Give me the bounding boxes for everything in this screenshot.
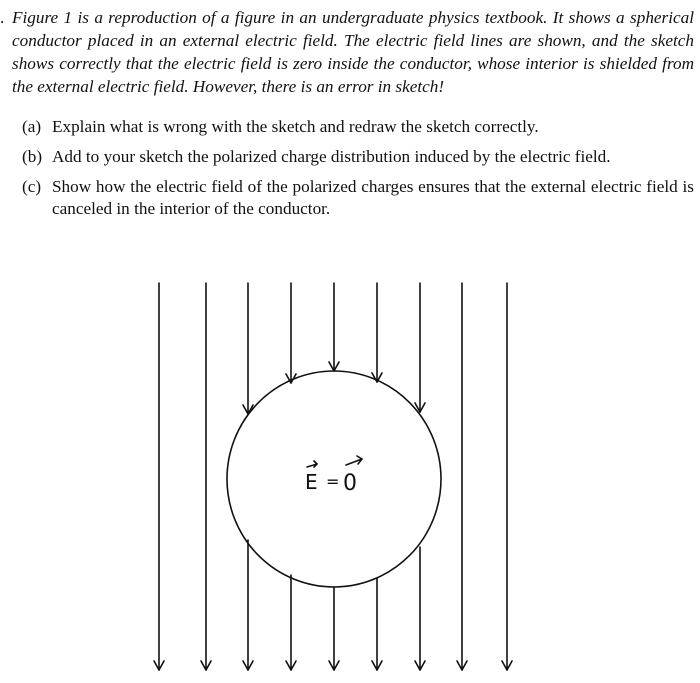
problem-intro-text: Figure 1 is a reproduction of a figure in an undergraduate physics textbook. It shows a spherical conductor placed in an external electric field. The electric field lines are shown, and the sketch shows correctly that the electric field is zero inside the conductor, whose interior is shielded from the external electric field. However, there is an error in sketch! [12, 8, 694, 96]
part-a-label: (a) [22, 117, 42, 136]
annotation-e: E [305, 470, 318, 494]
problem-marker: . [0, 8, 5, 27]
annotation-zero: 0 [343, 471, 357, 496]
part-b-text: Add to your sketch the polarized charge distribution induced by the electric field. [52, 147, 611, 166]
part-c-text: Show how the electric field of the polarized charges ensures that the external electric field is canceled in the interior of the conductor. [52, 177, 694, 218]
part-a-text: Explain what is wrong with the sketch and redraw the sketch correctly. [52, 117, 539, 136]
part-b-label: (b) [22, 147, 43, 166]
annotation-equals: = [326, 472, 340, 491]
part-c-label: (c) [22, 177, 42, 196]
